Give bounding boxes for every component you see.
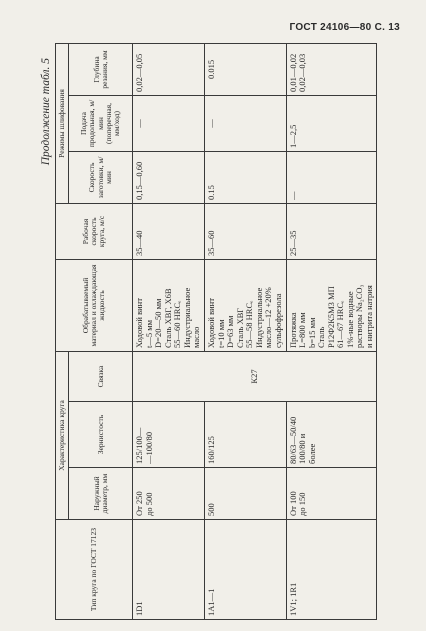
cell-part-speed: 0.15: [205, 151, 286, 203]
grinding-modes-table: [55, 43, 377, 620]
cell-type: 1A1—1: [205, 520, 286, 620]
col-part: Обрабатываемый материал и охлаждающая жидкость: [56, 259, 133, 351]
col-group-chars: Характеристика круга: [56, 351, 69, 519]
cell-type: 1D1: [133, 520, 205, 620]
table-row: [286, 43, 377, 619]
cell-depth: 0,02—0,05: [133, 43, 205, 95]
cell-feed: —: [205, 95, 286, 151]
cell-part: Ходовой винт t=10 мм D=63 мм Сталь ХВГ 55—58 HRCₑ Индустриальное масло—12 +20% сульфофрезола: [205, 259, 286, 351]
cell-depth: 0.015: [205, 43, 286, 95]
cell-diameter: 500: [205, 468, 286, 520]
cell-diameter: От 250 до 500: [133, 468, 205, 520]
cell-feed: 1—2,5: [286, 95, 377, 151]
col-type: Тип круга по ГОСТ 17123: [56, 520, 133, 620]
cell-wheel-speed: 25—35: [286, 203, 377, 259]
col-wheel-speed: Рабочая скорость круга, м/с: [56, 203, 133, 259]
cell-depth: 0,01—0,02 0,02—0,03: [286, 43, 377, 95]
cell-feed: —: [133, 95, 205, 151]
col-feed: Подача продольная, м/мин (поперечная, мм/ход): [69, 95, 133, 151]
cell-wheel-speed: 35—40: [133, 203, 205, 259]
cell-grain: 125/100— —100/80: [133, 402, 205, 468]
cell-part: Протяжка L=800 мм b=15 мм Сталь Р12Ф2К5М3 МП 61—67 HRCₑ 1%-ные водные растворы Na₂CO₃ и нитрита натрия: [286, 259, 377, 351]
cell-part-speed: 0,15—0,60: [133, 151, 205, 203]
cell-part-speed: —: [286, 151, 377, 203]
col-depth: Глубина резания, мм: [69, 43, 133, 95]
table-row: [205, 43, 286, 619]
col-bond: Связка: [69, 351, 133, 401]
cell-part: Ходовой винт t—5 мм D=20—50 мм Сталь ХВГ, Х6В 55—60 HRCₑ Индустриальное масло: [133, 259, 205, 351]
col-group-modes: Режимы шлифования: [56, 43, 69, 203]
rotated-table-block: [37, 44, 403, 620]
col-grain: Зернистость: [69, 402, 133, 468]
col-diameter: Наружный диаметр, мм: [69, 468, 133, 520]
cell-bond: К27: [133, 351, 377, 401]
cell-diameter: От 100 до 150: [286, 468, 377, 520]
cell-type: 1V1; 1R1: [286, 520, 377, 620]
table-row: [133, 43, 205, 619]
cell-grain: 80/63—50/40 100/80 и более: [286, 402, 377, 468]
cell-grain: 160/125: [205, 402, 286, 468]
page-header: ГОСТ 24106—80 С. 13: [289, 22, 400, 33]
cell-wheel-speed: 35—60: [205, 203, 286, 259]
table-caption: Продолжение табл. 5: [40, 58, 52, 166]
col-part-speed: Скорость заготовки, м/мин: [69, 151, 133, 203]
